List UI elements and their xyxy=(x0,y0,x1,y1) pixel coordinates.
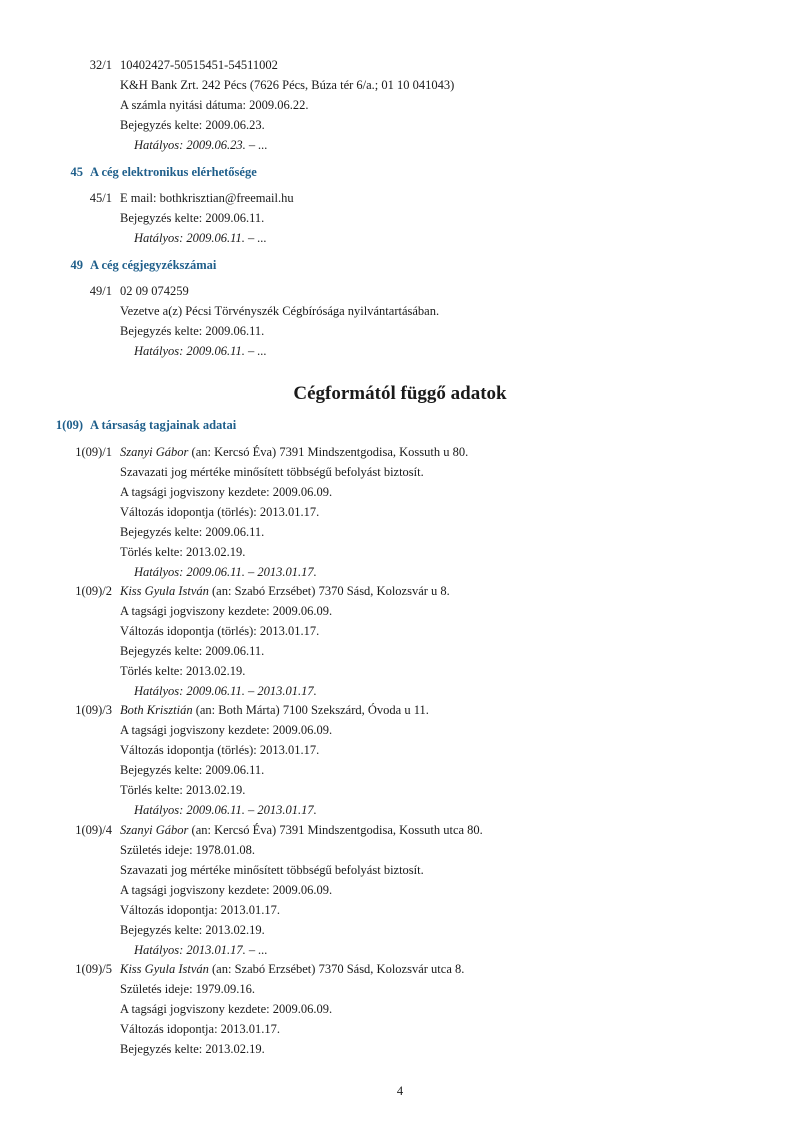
section-header-45 xyxy=(0,162,800,182)
deletion-date: Törlés kelte: 2013.02.19. xyxy=(120,545,246,559)
change-date: Változás idopontja: 2013.01.17. xyxy=(120,903,281,917)
chapter-title: Cégformától függő adatok xyxy=(293,383,507,404)
page-number: 4 xyxy=(396,1084,404,1098)
member-details: (an: Kercsó Éva) 7391 Mindszentgodisa, Kossuth utca 80. xyxy=(188,823,483,837)
registration-date: Bejegyzés kelte: 2009.06.11. xyxy=(120,211,265,225)
bank-name: K&H Bank Zrt. 242 Pécs (7626 Pécs, Búza tér 6/a.; 01 10 041043) xyxy=(120,78,455,92)
member-details: (an: Szabó Erzsébet) 7370 Sásd, Kolozsvár utca 8. xyxy=(208,962,465,976)
registration-date: Bejegyzés kelte: 2009.06.11. xyxy=(120,525,265,539)
entry-number: 1(09)/4 xyxy=(75,823,112,837)
section-header-1-09 xyxy=(0,415,800,435)
registry-court: Vezetve a(z) Pécsi Törvényszék Cégbírósága nyilvántartásában. xyxy=(120,304,440,318)
entry-number: 1(09)/3 xyxy=(75,703,112,717)
effective-date: Hatályos: 2009.06.11. – ... xyxy=(134,344,267,358)
entry-1-09-4 xyxy=(0,820,800,960)
member-details: (an: Kercsó Éva) 7391 Mindszentgodisa, Kossuth u 80. xyxy=(188,445,469,459)
registration-date: Bejegyzés kelte: 2009.06.11. xyxy=(120,763,265,777)
membership-start: A tagsági jogviszony kezdete: 2009.06.09. xyxy=(120,1002,333,1016)
section-header-49 xyxy=(0,255,800,275)
member-details: (an: Szabó Erzsébet) 7370 Sásd, Kolozsvár u 8. xyxy=(208,584,450,598)
birth-date: Születés ideje: 1978.01.08. xyxy=(120,843,256,857)
entry-1-09-1 xyxy=(0,442,800,582)
entry-number: 1(09)/5 xyxy=(75,962,112,976)
voting-rights: Szavazati jog mértéke minősített többségű befolyást biztosít. xyxy=(120,465,424,479)
voting-rights: Szavazati jog mértéke minősített többségű befolyást biztosít. xyxy=(120,863,424,877)
account-open-date: A számla nyitási dátuma: 2009.06.22. xyxy=(120,98,309,112)
entry-number: 32/1 xyxy=(89,58,112,72)
registration-date: Bejegyzés kelte: 2013.02.19. xyxy=(120,923,265,937)
section-number: 49 xyxy=(70,258,83,272)
entry-number: 1(09)/2 xyxy=(75,584,112,598)
section-number: 45 xyxy=(70,165,83,179)
entry-1-09-2 xyxy=(0,581,800,701)
email-address: E mail: bothkrisztian@freemail.hu xyxy=(120,191,294,205)
registration-date: Bejegyzés kelte: 2013.02.19. xyxy=(120,1042,265,1056)
member-name: Szanyi Gábor xyxy=(120,823,189,837)
entry-number: 49/1 xyxy=(89,284,112,298)
registration-date: Bejegyzés kelte: 2009.06.11. xyxy=(120,644,265,658)
member-name: Kiss Gyula István xyxy=(120,962,209,976)
change-date: Változás idopontja: 2013.01.17. xyxy=(120,1022,281,1036)
deletion-date: Törlés kelte: 2013.02.19. xyxy=(120,783,246,797)
registration-date: Bejegyzés kelte: 2009.06.11. xyxy=(120,324,265,338)
entry-49-1 xyxy=(0,281,800,361)
deletion-date: Törlés kelte: 2013.02.19. xyxy=(120,664,246,678)
section-title: A cég cégjegyzékszámai xyxy=(90,258,217,272)
effective-date: Hatályos: 2009.06.23. – ... xyxy=(134,138,268,152)
effective-date: Hatályos: 2009.06.11. – ... xyxy=(134,231,267,245)
change-date: Változás idopontja (törlés): 2013.01.17. xyxy=(120,624,320,638)
membership-start: A tagsági jogviszony kezdete: 2009.06.09. xyxy=(120,883,333,897)
member-details: (an: Both Márta) 7100 Szekszárd, Óvoda u 11. xyxy=(192,703,429,717)
effective-date: Hatályos: 2013.01.17. – ... xyxy=(134,943,268,957)
membership-start: A tagsági jogviszony kezdete: 2009.06.09. xyxy=(120,485,333,499)
change-date: Változás idopontja (törlés): 2013.01.17. xyxy=(120,743,320,757)
effective-date: Hatályos: 2009.06.11. – 2013.01.17. xyxy=(134,684,317,698)
member-name: Both Krisztián xyxy=(120,703,193,717)
account-number: 10402427-50515451-54511002 xyxy=(120,58,278,72)
change-date: Változás idopontja (törlés): 2013.01.17. xyxy=(120,505,320,519)
entry-number: 1(09)/1 xyxy=(75,445,112,459)
member-name: Kiss Gyula István xyxy=(120,584,209,598)
entry-1-09-3 xyxy=(0,700,800,820)
entry-45-1 xyxy=(0,188,800,248)
section-number: 1(09) xyxy=(55,418,83,432)
membership-start: A tagsági jogviszony kezdete: 2009.06.09. xyxy=(120,604,333,618)
effective-date: Hatályos: 2009.06.11. – 2013.01.17. xyxy=(134,565,317,579)
section-title: A cég elektronikus elérhetősége xyxy=(90,165,257,179)
entry-1-09-5 xyxy=(0,959,800,1059)
birth-date: Születés ideje: 1979.09.16. xyxy=(120,982,256,996)
registration-date: Bejegyzés kelte: 2009.06.23. xyxy=(120,118,265,132)
section-title: A társaság tagjainak adatai xyxy=(90,418,237,432)
entry-32-1 xyxy=(0,55,800,155)
entry-number: 45/1 xyxy=(89,191,112,205)
effective-date: Hatályos: 2009.06.11. – 2013.01.17. xyxy=(134,803,317,817)
registry-number: 02 09 074259 xyxy=(120,284,189,298)
member-name: Szanyi Gábor xyxy=(120,445,189,459)
membership-start: A tagsági jogviszony kezdete: 2009.06.09. xyxy=(120,723,333,737)
